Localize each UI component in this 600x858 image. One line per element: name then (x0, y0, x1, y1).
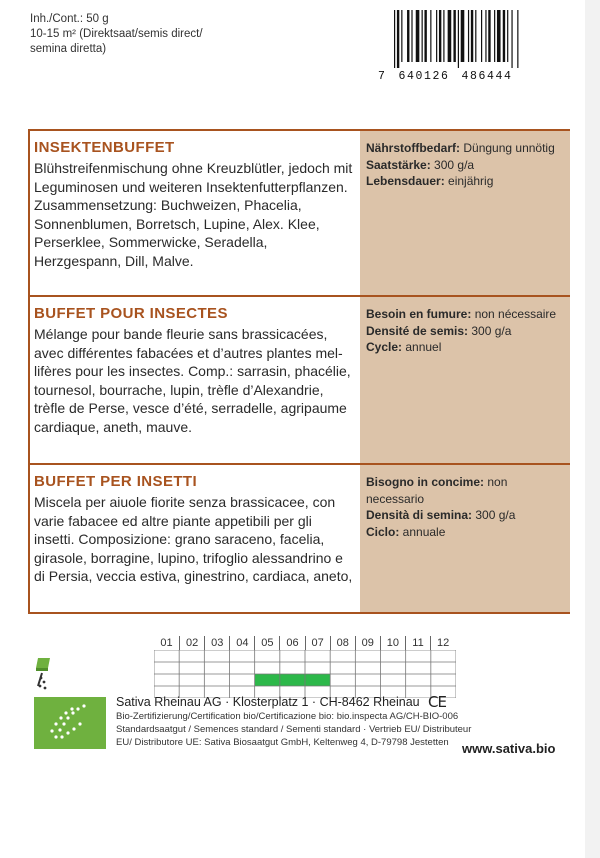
standard-seed-line: Standardsaatgut / Semences standard / Sementi standard · Vertrieb EU/ Distributeur (116, 723, 472, 735)
coverage-area: 10-15 m² (Direktsaat/semis direct/ (30, 28, 203, 40)
calendar-grid (154, 650, 456, 698)
sowing-calendar (154, 636, 456, 698)
content-weight: Inh./Cont.: 50 g (30, 13, 109, 25)
eu-star (62, 722, 65, 725)
barcode-digit-left: 640126 (398, 70, 450, 83)
footer-info (116, 694, 476, 749)
section-title: INSEKTENBUFFET (34, 139, 175, 156)
spec-value: 300 g/a (468, 323, 512, 338)
section-divider (30, 463, 570, 465)
eu-star (71, 711, 74, 714)
calendar-month-label: 02 (179, 636, 204, 650)
content-info (30, 12, 203, 57)
spec-row (366, 323, 566, 340)
calendar-month-label: 08 (330, 636, 355, 650)
spec-label: Cycle: (366, 340, 403, 354)
calendar-month-label: 06 (279, 636, 304, 650)
calendar-month-label: 03 (204, 636, 229, 650)
website-link[interactable]: www.sativa.bio (462, 741, 556, 756)
eu-star (82, 704, 85, 707)
barcode-bars (392, 10, 554, 68)
spec-label: Besoin en fumure: (366, 307, 472, 321)
calendar-months (154, 636, 456, 650)
section-description: Miscela per aiuole fiorite senza brassicacee, con varie fabacee ed altre piante appetibili per gli insetti. Composizione: grano saraceno, facelia, girasole, borragine, lupino, trifoglio alessandrino e di Persia, veccia estiva, ginestrino, cardiaca, aneto, (34, 494, 353, 584)
sowing-period-cell (280, 674, 305, 686)
spec-value: non nécessaire (471, 307, 557, 321)
spec-value: 300 g/a (430, 157, 475, 172)
spec-row (366, 524, 566, 541)
eu-star (76, 707, 79, 710)
eu-star (58, 728, 61, 731)
spec-value: 300 g/a (472, 508, 516, 522)
spec-value: non necessario (366, 475, 508, 506)
eu-star (66, 716, 69, 719)
calendar-month-label: 01 (160, 637, 173, 649)
sowing-period-cell (255, 674, 280, 686)
spec-list (366, 306, 566, 356)
coverage-area-cont: semina diretta) (30, 43, 107, 55)
description-panel (28, 129, 570, 614)
spec-label: Saatstärke: (366, 157, 431, 172)
spec-label: Lebensdauer: (366, 174, 445, 188)
calendar-month-label: 07 (305, 636, 330, 650)
calendar-grid-svg (154, 650, 456, 698)
calendar-month-label: 04 (229, 636, 254, 650)
spec-row (366, 157, 566, 174)
eu-organic-leaf-icon (34, 697, 106, 749)
distributor-line: EU/ Distributore UE: Sativa Biosaatgut GmbH, Keltenweg 4, D-79798 Jestetten (116, 736, 449, 748)
spec-label: Ciclo: (366, 524, 400, 539)
barcode-digit-lead: 7 (378, 70, 387, 83)
fertilizer-scoop-icon (32, 656, 60, 692)
package-edge (585, 0, 600, 858)
section-description: Blühstreifenmischung ohne Kreuzblütler, jedoch mit Leguminosen und weiteren Insektenfutterpflanzen. Zusammensetzung: Buchweizen, Phacelia, Sonnenblumen, Borretsch, Lupine, Alex. Klee, Perserklee, Sommerwicke, Seradella, Herzgespann, Dill, Malve. (34, 160, 353, 269)
spec-value: Düngung unnötig (460, 141, 555, 155)
calendar-month-label: 05 (254, 636, 279, 650)
eu-star (72, 727, 75, 730)
eu-star (66, 731, 69, 734)
spec-value: annuel (402, 340, 442, 354)
spec-row (366, 474, 566, 507)
eu-star (60, 735, 63, 738)
spec-list (366, 140, 566, 190)
spec-label: Densité de semis: (366, 323, 469, 338)
section-title: BUFFET POUR INSECTES (34, 305, 228, 322)
barcode (378, 10, 556, 84)
barcode-digits (378, 70, 556, 83)
calendar-month-label: 09 (355, 636, 380, 650)
eu-star (54, 722, 57, 725)
section-title: BUFFET PER INSETTI (34, 473, 198, 490)
eu-star (64, 711, 67, 714)
spec-row (366, 140, 566, 157)
calendar-month-label: 12 (430, 636, 455, 650)
barcode-digit-right: 486444 (461, 70, 513, 83)
spec-label: Bisogno in concime: (366, 475, 485, 489)
spec-list (366, 474, 566, 540)
section-description: Mélange pour bande fleurie sans brassicacées, avec différentes fabacées et d’autres plantes mellifères pour les insectes. Comp.: sarrasin, phacélie, tournesol, bourrache, lupin, trèfle d’Alexandrie, trèfle de Perse, vesce d’été, serradelle, agripaume cardiaque, aneth, mauve. (34, 326, 351, 435)
certification-line: Bio-Zertifizierung/Certification bio/Certificazione bio: bio.inspecta AG/CH-BIO-006 (116, 711, 459, 722)
eu-star (59, 716, 62, 719)
spec-label: Nährstoffbedarf: (366, 141, 461, 155)
spec-value: einjährig (444, 174, 494, 188)
sowing-period-cell (305, 674, 330, 686)
calendar-month-label: 10 (380, 636, 405, 650)
spec-row (366, 507, 566, 524)
spec-label: Densità di semina: (366, 508, 473, 522)
eu-star (50, 729, 53, 732)
company-address: Sativa Rheinau AG · Klosterplatz 1 · CH-8462 Rheinau (116, 695, 420, 709)
section-divider (30, 295, 570, 297)
eu-star (78, 722, 81, 725)
spec-row (366, 306, 566, 323)
spec-value: annuale (399, 524, 446, 539)
eu-star (70, 707, 73, 710)
spec-row (366, 173, 566, 190)
calendar-month-label: 11 (405, 636, 430, 650)
spec-row (366, 339, 566, 356)
eu-star (54, 735, 57, 738)
ce-mark: CE (428, 693, 446, 711)
